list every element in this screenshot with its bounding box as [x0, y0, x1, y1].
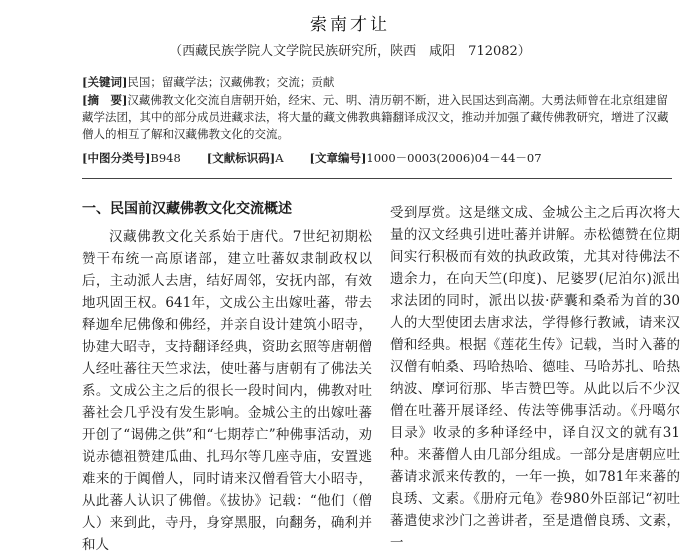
keywords-line [82, 74, 672, 91]
body-paragraph: 受到厚赏。这是继文成、金城公主之后再次将大量的汉文经典引进吐蕃并讲解。赤松德赞在位期间实行积极而有效的执政政策，尤其对待佛法不遗余力，在向天竺(印度)、尼婆罗(尼泊尔)派出求法团的同时，派出以拔·萨囊和桑希为首的30人的大型使团去唐求法，学得修行教诫，请来汉僧和经典。根据《莲花生传》记载，当时入蕃的汉僧有帕桑、玛哈热哈、德哇、马哈苏扎、哈热纳波、摩诃衍那、毕吉赞巴等。从此以后不少汉僧在吐蕃开展译经、传法等佛事活动。《丹噶尔目录》收录的多种译经中，译自汉文的就有31种。来蕃僧人由几部分组成。一部分是唐朝应吐蕃请求派来传教的，一年一换，如781年来蕃的良琇、文素。《册府元龟》卷980外臣部记“初吐蕃遣使求沙门之善讲者，至是遣僧良琇、文素，一 [390, 205, 680, 551]
article-no-value: 1000－0003(2006)04－44－07 [366, 151, 542, 165]
clc-field [82, 150, 181, 167]
section-divider [82, 178, 672, 179]
article-no-label: [文章编号] [309, 151, 367, 165]
keywords-label: [关键词] [82, 75, 128, 89]
abstract-text: 汉藏佛教文化交流自唐朝开始，经宋、元、明、清历朝不断，进入民国达到高潮。大勇法师曾在北京组建留藏学法团，其中的部分成员进藏求法，将大量的藏文佛教典籍翻译成汉文，推动并加强了藏传佛教研究，增进了汉藏僧人的相互了解和汉藏佛教文化的交流。 [82, 93, 669, 141]
keywords-text: 民国；留藏学法；汉藏佛教；交流；贡献 [127, 75, 335, 89]
abstract-label: [摘 要] [82, 93, 128, 107]
right-column [390, 202, 680, 554]
classification-line [82, 150, 672, 167]
doccode-field [207, 150, 284, 167]
abstract-block [82, 92, 672, 143]
author-affiliation: （西藏民族学院人文学院民族研究所，陕西 咸阳 712082） [169, 44, 531, 59]
left-column [82, 198, 372, 556]
article-no-field [310, 150, 542, 167]
section-heading: 一、民国前汉藏佛教文化交流概述 [82, 201, 292, 217]
body-paragraph: 汉藏佛教文化关系始于唐代。7世纪初期松赞干布统一高原诸部，建立吐蕃奴隶制政权以后，主动派人去唐，结好周邻，安抚内部，有效地巩固王权。641年，文成公主出嫁吐蕃，带去释迦牟尼佛像和佛经，并亲自设计建筑小昭寺，协建大昭寺，支持翻译经典，资助玄照等唐朝僧人经吐蕃往天竺求法，使吐蕃与唐朝有了佛法关系。文成公主之后的很长一段时间内，佛教对吐蕃社会几乎没有发生影响。金城公主的出嫁吐蕃开创了“谒佛之供”和“七期荐亡”种佛事活动，劝说赤德祖赞建瓜曲、扎玛尔等几座寺庙，安置逃难来的于阗僧人，同时请来汉僧看管大小昭寺，从此蕃人认识了佛僧。《拔协》记载：“他们（僧人）来到此，寺丹，身穿黑服，向翻务，确利并和人 [82, 229, 372, 553]
clc-value: B948 [150, 151, 181, 165]
doccode-label: [文献标识码] [206, 151, 276, 165]
doccode-value: A [275, 151, 284, 165]
author-name: 索南才让 [310, 15, 390, 35]
clc-label: [中图分类号] [82, 151, 151, 165]
